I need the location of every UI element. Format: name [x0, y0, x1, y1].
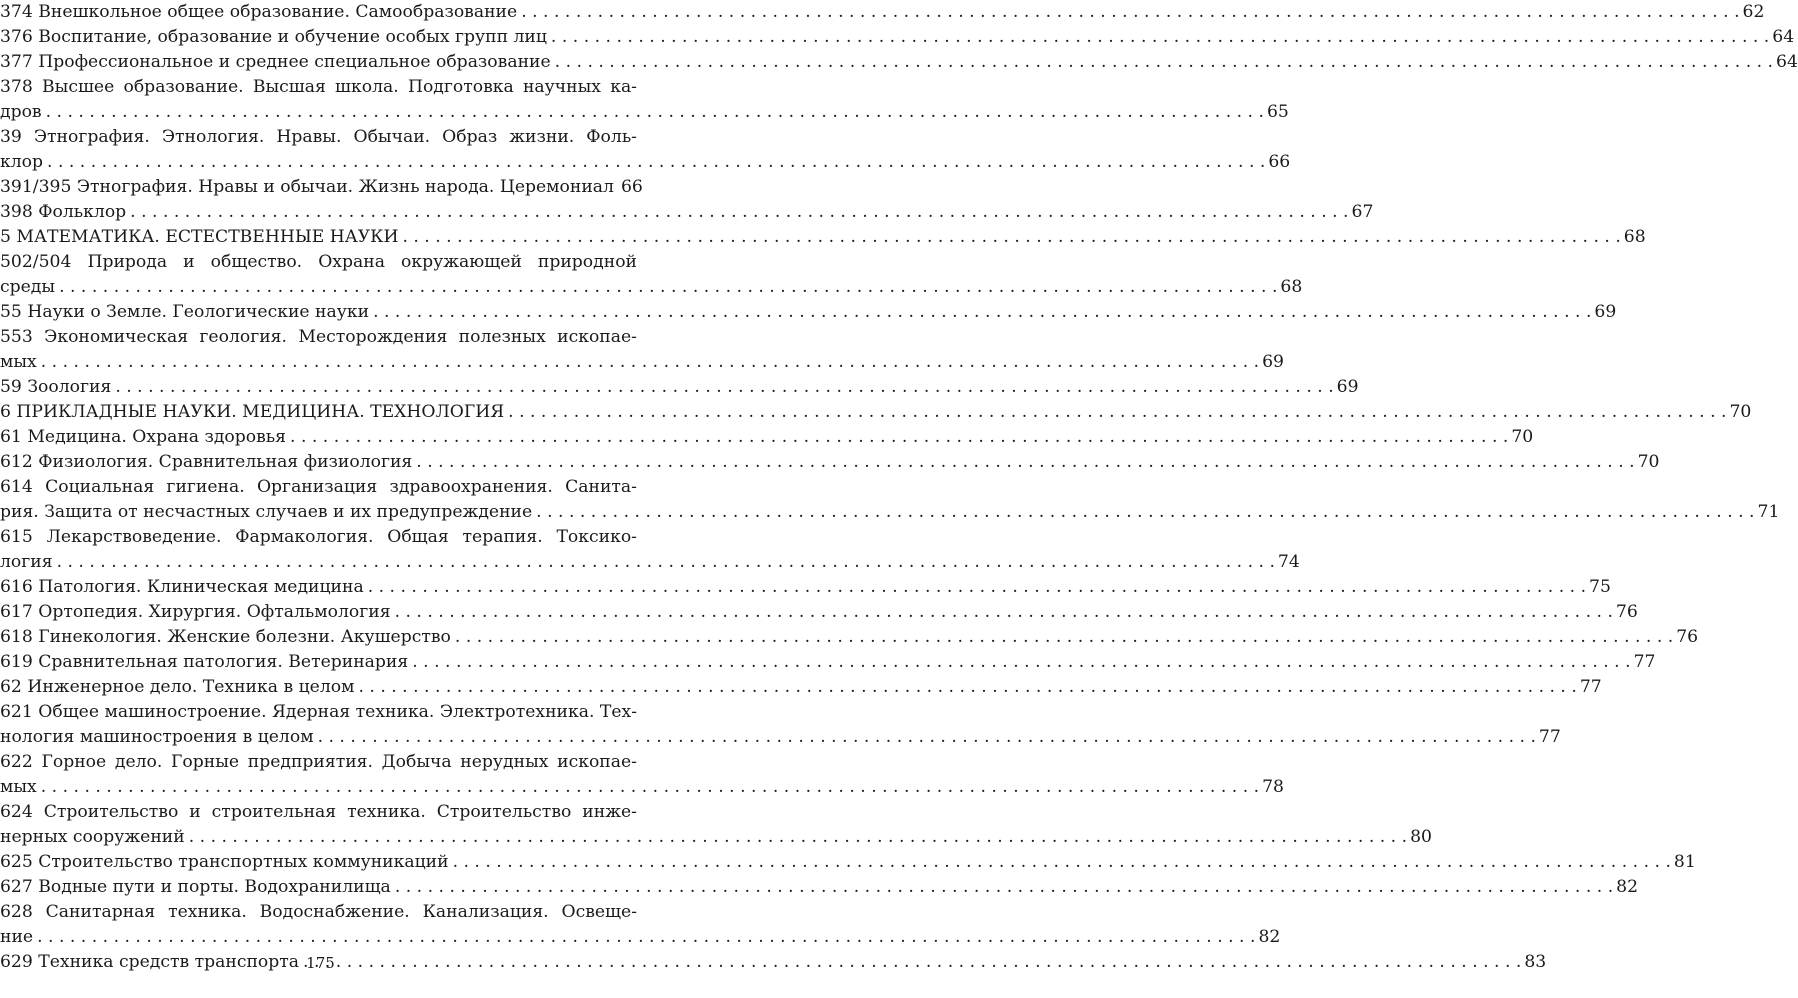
- toc-entry-page-number: 66: [1268, 152, 1291, 172]
- toc-entry-title: нерных сооружений: [0, 827, 185, 847]
- toc-entry-page-number: 83: [1524, 952, 1547, 972]
- toc-entry-last-line: [0, 825, 1432, 850]
- dot-leader: [455, 625, 1673, 650]
- toc-entry-wrapped-line: [0, 900, 637, 925]
- dot-leader: [130, 200, 1348, 225]
- toc-entry-wrapped-line: [0, 75, 637, 100]
- toc-entry-last-line: [0, 500, 1780, 525]
- toc-entry-last-line: [0, 550, 1300, 575]
- toc-entry-title: 5 МАТЕМАТИКА. ЕСТЕСТВЕННЫЕ НАУКИ: [0, 227, 399, 247]
- toc-entry-last-line: [0, 100, 1289, 125]
- toc-entry-last-line: [0, 300, 1617, 325]
- dot-leader: [402, 225, 1620, 250]
- dot-leader: [37, 925, 1255, 950]
- dot-leader: [395, 600, 1613, 625]
- toc-entry-title: ние: [0, 927, 34, 947]
- toc-entry-page-number: 62: [1742, 2, 1765, 22]
- toc-entry-title: мых: [0, 352, 37, 372]
- dot-leader: [555, 50, 1773, 75]
- toc-entry-last-line: [0, 675, 1602, 700]
- toc-entry: [0, 175, 643, 200]
- toc-entry-last-line: [0, 150, 1291, 175]
- toc-entry: [0, 750, 1284, 800]
- toc-entry-title: 378 Высшее образование. Высшая школа. Подготовка научных ка-: [0, 77, 637, 97]
- toc-entry: [0, 675, 1602, 700]
- toc-entry: [0, 875, 1639, 900]
- toc-entry-last-line: [0, 200, 1374, 225]
- toc-entry-last-line: [0, 600, 1638, 625]
- toc-entry-page-number: 82: [1616, 877, 1639, 897]
- toc-entry-page-number: 66: [620, 177, 643, 197]
- toc-entry-wrapped-line: [0, 250, 637, 275]
- dot-leader: [57, 550, 1275, 575]
- toc-entry-page-number: 75: [1589, 577, 1611, 597]
- toc-entry: [0, 525, 1300, 575]
- dot-leader: [41, 775, 1259, 800]
- toc-entry-page-number: 70: [1637, 452, 1660, 472]
- dot-leader: [395, 875, 1613, 900]
- toc-entry-last-line: [0, 275, 1303, 300]
- toc-entry: [0, 625, 1699, 650]
- toc-entry-page-number: 70: [1729, 402, 1752, 422]
- toc-entry-page-number: 69: [1594, 302, 1617, 322]
- toc-entry-last-line: [0, 350, 1284, 375]
- toc-entry-title: 615 Лекарствоведение. Фармакология. Общая терапия. Токсико-: [0, 527, 637, 547]
- toc-entry-title: 502/504 Природа и общество. Охрана окружающей природной: [0, 252, 637, 272]
- toc-entry-last-line: [0, 450, 1660, 475]
- dot-leader: [47, 150, 1265, 175]
- dot-leader: [115, 375, 1333, 400]
- toc-entry-page-number: 67: [1351, 202, 1374, 222]
- toc-entry-title: 61 Медицина. Охрана здоровья: [0, 427, 287, 447]
- toc-entry-title: 374 Внешкольное общее образование. Самообразование: [0, 2, 518, 22]
- toc-entry-last-line: [0, 175, 643, 200]
- dot-leader: [416, 450, 1634, 475]
- toc-entry-title: 629 Техника средств транспорта: [0, 952, 300, 972]
- toc-entry-title: 377 Профессиональное и среднее специальное образование: [0, 52, 551, 72]
- toc-entry: [0, 0, 1765, 25]
- toc-entry: [0, 400, 1752, 425]
- page-number: 175: [306, 954, 335, 972]
- toc-entry-page-number: 69: [1336, 377, 1359, 397]
- dot-leader: [521, 0, 1739, 25]
- dot-leader: [46, 100, 1264, 125]
- toc-entry-title: 614 Социальная гигиена. Организация здравоохранения. Санита-: [0, 477, 637, 497]
- toc-entry: [0, 300, 1617, 325]
- toc-entry-title: 624 Строительство и строительная техника. Строительство инже-: [0, 802, 637, 822]
- toc-entry-page-number: 80: [1410, 827, 1432, 847]
- toc-entry: [0, 475, 1780, 525]
- toc-entry-title: рия. Защита от несчастных случаев и их предупреждение: [0, 502, 533, 522]
- toc-entry-title: 39 Этнография. Этнология. Нравы. Обычаи. Образ жизни. Фоль-: [0, 127, 637, 147]
- dot-leader: [373, 300, 1591, 325]
- toc-entry: [0, 375, 1359, 400]
- toc-entry-page-number: 76: [1676, 627, 1699, 647]
- toc-entry-wrapped-line: [0, 700, 637, 725]
- toc-entry: [0, 75, 1289, 125]
- toc-entry-page-number: 70: [1511, 427, 1534, 447]
- toc-entry-last-line: [0, 875, 1639, 900]
- toc-entry: [0, 200, 1374, 225]
- toc-entry-page-number: 69: [1262, 352, 1284, 372]
- toc-entry: [0, 800, 1432, 850]
- toc-entry-title: 55 Науки о Земле. Геологические науки: [0, 302, 370, 322]
- toc-entry-title: логия: [0, 552, 53, 572]
- toc-entry-title: 376 Воспитание, образование и обучение особых групп лиц: [0, 27, 547, 47]
- toc-entry-wrapped-line: [0, 750, 637, 775]
- toc-entry: [0, 650, 1656, 675]
- toc-entry-title: 6 ПРИКЛАДНЫЕ НАУКИ. МЕДИЦИНА. ТЕХНОЛОГИЯ: [0, 402, 505, 422]
- toc-entry-last-line: [0, 575, 1611, 600]
- dot-leader: [453, 850, 1671, 875]
- toc-entry: [0, 575, 1611, 600]
- toc-entry-title: 62 Инженерное дело. Техника в целом: [0, 677, 355, 697]
- toc-entry-page-number: 78: [1262, 777, 1284, 797]
- toc-entry-last-line: [0, 375, 1359, 400]
- toc-entry: [0, 850, 1696, 875]
- toc-entry: [0, 125, 1291, 175]
- toc-entry: [0, 600, 1638, 625]
- toc-entry-title: дров: [0, 102, 42, 122]
- toc-entry-title: 622 Горное дело. Горные предприятия. Добыча нерудных ископае-: [0, 752, 637, 772]
- toc-entry-page-number: 64: [1772, 27, 1795, 47]
- toc-entry-page-number: 68: [1623, 227, 1646, 247]
- toc-entry-wrapped-line: [0, 125, 637, 150]
- toc-entry-page-number: 82: [1258, 927, 1281, 947]
- toc-entry-page-number: 76: [1615, 602, 1638, 622]
- dot-leader: [41, 350, 1259, 375]
- toc-entry-page-number: 81: [1673, 852, 1696, 872]
- toc-entry-page-number: 71: [1757, 502, 1780, 522]
- toc-entry-title: 553 Экономическая геология. Месторождения полезных ископае-: [0, 327, 637, 347]
- toc-entry-last-line: [0, 650, 1656, 675]
- toc-entry-title: 612 Физиология. Сравнительная физиология: [0, 452, 413, 472]
- toc-entry-wrapped-line: [0, 475, 637, 500]
- toc-entry: [0, 425, 1534, 450]
- toc-entry-last-line: [0, 725, 1561, 750]
- toc-entry-last-line: [0, 0, 1765, 25]
- dot-leader: [508, 400, 1726, 425]
- dot-leader: [412, 650, 1630, 675]
- toc-entry-last-line: [0, 50, 1798, 75]
- toc-entry-page-number: 65: [1266, 102, 1289, 122]
- toc-entry-title: 616 Патология. Клиническая медицина: [0, 577, 364, 597]
- toc-entry-wrapped-line: [0, 525, 637, 550]
- toc-entry: [0, 50, 1798, 75]
- toc-entry: [0, 900, 1281, 950]
- toc-entry: [0, 325, 1284, 375]
- toc-entry: [0, 25, 1795, 50]
- toc-entry-title: нология машиностроения в целом: [0, 727, 314, 747]
- toc-entry-last-line: [0, 625, 1699, 650]
- toc-entry-page-number: 64: [1776, 52, 1798, 72]
- toc-entry-last-line: [0, 25, 1795, 50]
- toc-entry-title: 621 Общее машиностроение. Ядерная техника. Электротехника. Тех-: [0, 702, 638, 722]
- dot-leader: [536, 500, 1754, 525]
- toc-entry-title: 59 Зоология: [0, 377, 112, 397]
- toc-entry-title: клор: [0, 152, 44, 172]
- dot-leader: [318, 725, 1536, 750]
- toc-entry-title: 391/395 Этнография. Нравы и обычаи. Жизнь народа. Церемониал: [0, 177, 614, 197]
- dot-leader: [59, 275, 1277, 300]
- toc-entry-title: 618 Гинекология. Женские болезни. Акушерство: [0, 627, 451, 647]
- toc-entry-title: мых: [0, 777, 37, 797]
- toc-entry-title: 627 Водные пути и порты. Водохранилища: [0, 877, 391, 897]
- toc-entry: [0, 225, 1646, 250]
- toc-entry: [0, 700, 1561, 750]
- toc-entry-title: 398 Фольклор: [0, 202, 127, 222]
- dot-leader: [290, 425, 1508, 450]
- toc-entry-page-number: 68: [1280, 277, 1303, 297]
- toc-entry-page-number: 77: [1579, 677, 1602, 697]
- dot-leader: [189, 825, 1407, 850]
- toc-entry: [0, 450, 1660, 475]
- dot-leader: [358, 675, 1576, 700]
- toc-entry-title: 619 Сравнительная патология. Ветеринария: [0, 652, 409, 672]
- toc-entry-last-line: [0, 225, 1646, 250]
- toc-entry-last-line: [0, 425, 1534, 450]
- toc-entry-wrapped-line: [0, 325, 637, 350]
- toc-entry-last-line: [0, 925, 1281, 950]
- toc-entry-last-line: [0, 775, 1284, 800]
- toc-entry-title: среды: [0, 277, 56, 297]
- toc-entry-wrapped-line: [0, 800, 637, 825]
- toc-entry-title: 625 Строительство транспортных коммуникаций: [0, 852, 449, 872]
- toc-entry-page-number: 77: [1633, 652, 1656, 672]
- toc-entry: [0, 250, 1303, 300]
- dot-leader: [368, 575, 1586, 600]
- toc-entry-title: 628 Санитарная техника. Водоснабжение. Канализация. Освеще-: [0, 902, 637, 922]
- toc-entry-page-number: 74: [1277, 552, 1300, 572]
- dot-leader: [551, 25, 1769, 50]
- toc-entry-last-line: [0, 850, 1696, 875]
- toc-entry-page-number: 77: [1538, 727, 1561, 747]
- toc-entry-last-line: [0, 400, 1752, 425]
- toc-entry-title: 617 Ортопедия. Хирургия. Офтальмология: [0, 602, 391, 622]
